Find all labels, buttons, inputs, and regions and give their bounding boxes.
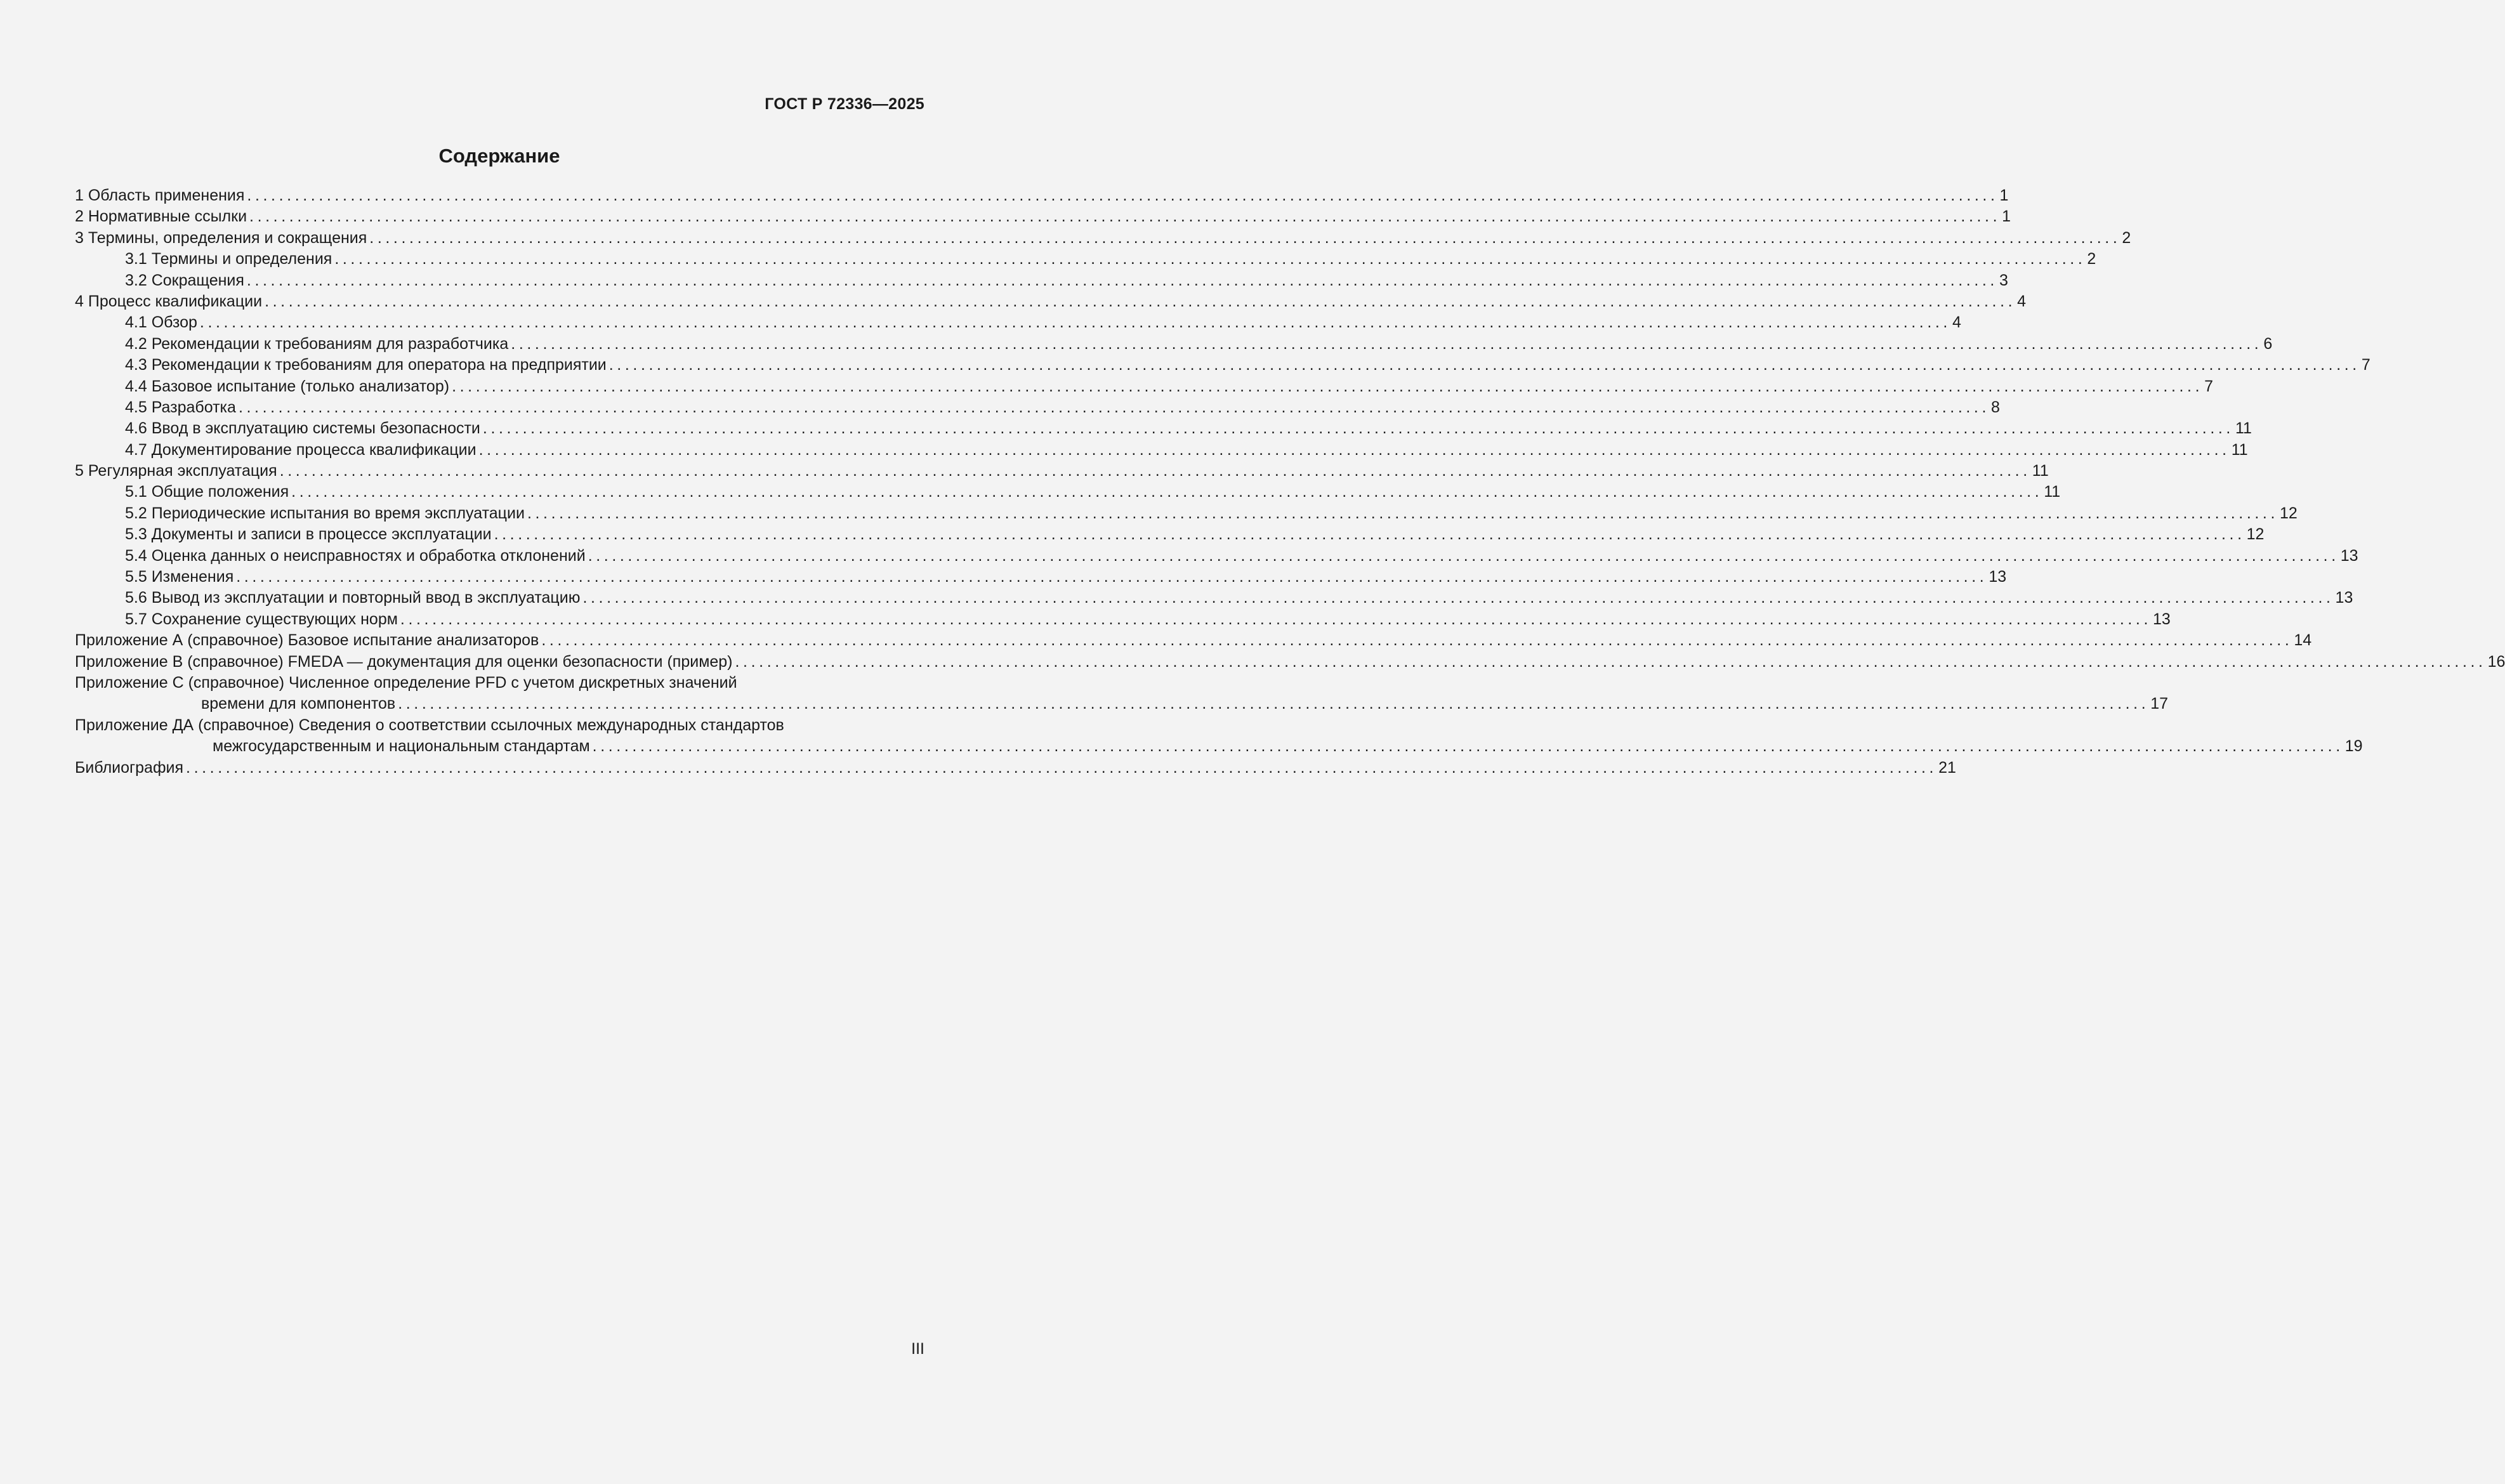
toc-page-number: 3: [1999, 271, 2008, 289]
toc-entry-text: 1 Область применения: [75, 187, 245, 204]
toc-entry-3-2[interactable]: [75, 270, 2008, 291]
toc-entry-text: 3.2 Сокращения: [125, 271, 244, 289]
toc-entry-5-3[interactable]: [75, 524, 2265, 545]
toc-entry-4[interactable]: [75, 291, 2027, 312]
dot-leader: ............................................................................................................................................................................................................................: [398, 695, 2150, 713]
toc-entry-4-4[interactable]: [75, 376, 2214, 397]
dot-leader: ............................................................................................................................................................................................................................: [511, 334, 2263, 353]
toc-entry-text: Библиография: [75, 758, 184, 777]
toc-entry-5[interactable]: [75, 461, 2049, 482]
toc-entry-3[interactable]: [75, 228, 2131, 249]
toc-page-number: 7: [2204, 377, 2214, 395]
toc-page-number: 1: [2002, 207, 2011, 226]
dot-leader: ............................................................................................................................................................................................................................: [400, 610, 2152, 628]
toc-entry-text: 4.5 Разработка: [125, 398, 236, 416]
dot-leader: ............................................................................................................................................................................................................................: [186, 758, 1938, 777]
toc-entry-appendix-da[interactable]: [75, 715, 2363, 758]
toc-page-number: 19: [2344, 737, 2363, 756]
toc-entry-text: 5.7 Сохранение существующих норм: [125, 610, 398, 628]
document-code: ГОСТ Р 72336—2025: [765, 95, 924, 113]
toc-page-number: 2: [2122, 228, 2131, 247]
page-number: III: [911, 1340, 924, 1358]
dot-leader: ............................................................................................................................................................................................................................: [199, 313, 1951, 332]
toc-page-number: 1: [1999, 187, 2009, 204]
toc-page-number: 4: [2017, 292, 2027, 310]
toc-entry-5-6[interactable]: [75, 588, 2353, 608]
toc-page-number: 11: [2235, 419, 2252, 438]
toc-entry-5-7[interactable]: [75, 609, 2171, 630]
toc-entry-text: 5.3 Документы и записи в процессе эксплуатации: [125, 525, 492, 544]
toc-entry-4-3[interactable]: [75, 355, 2370, 376]
toc-entry-text: 4.4 Базовое испытание (только анализатор): [125, 377, 450, 395]
dot-leader: ............................................................................................................................................................................................................................: [249, 207, 2001, 226]
dot-leader: ............................................................................................................................................................................................................................: [735, 652, 2487, 671]
toc-entry-text: 5.4 Оценка данных о неисправностях и обработка отклонений: [125, 546, 586, 565]
dot-leader: ............................................................................................................................................................................................................................: [527, 504, 2279, 522]
dot-leader: ............................................................................................................................................................................................................................: [582, 589, 2334, 607]
toc-page-number: 11: [2044, 483, 2061, 501]
toc-page-number: 13: [1989, 568, 2007, 586]
toc-page-number: 8: [1991, 398, 2000, 416]
toc-entry-text: Приложение ДА (справочное) Сведения о соответствии ссылочных международных стандартов: [75, 716, 784, 734]
toc-page-number: 11: [2032, 462, 2049, 480]
toc-page-number: 2: [2087, 250, 2096, 268]
dot-leader: ............................................................................................................................................................................................................................: [482, 419, 2234, 438]
toc-entry-4-2[interactable]: [75, 334, 2273, 355]
toc-entry-text: 5.5 Изменения: [125, 568, 234, 586]
toc-entry-text: 5.1 Общие положения: [125, 483, 289, 501]
toc-entry-5-5[interactable]: [75, 567, 2007, 588]
toc-entry-text: 2 Нормативные ссылки: [75, 207, 247, 226]
toc-entry-text: Приложение С (справочное) Численное определение PFD с учетом дискретных значений: [75, 673, 737, 692]
toc-entry-text-continuation: времени для компонентов: [201, 695, 396, 713]
toc-page-number: 13: [2153, 610, 2171, 628]
toc-page-number: 17: [2150, 695, 2169, 713]
toc-entry-5-4[interactable]: [75, 546, 2358, 567]
dot-leader: ............................................................................................................................................................................................................................: [608, 356, 2360, 374]
dot-leader: ............................................................................................................................................................................................................................: [494, 525, 2245, 544]
toc-page-number: 12: [2280, 504, 2298, 522]
table-of-contents: [75, 185, 2505, 778]
toc-entry-text: 5 Регулярная эксплуатация: [75, 462, 277, 480]
dot-leader: ............................................................................................................................................................................................................................: [238, 398, 1990, 416]
toc-entry-2[interactable]: [75, 206, 2011, 227]
toc-entry-3-1[interactable]: [75, 249, 2096, 270]
toc-entry-4-7[interactable]: [75, 440, 2248, 461]
toc-entry-appendix-b[interactable]: [75, 652, 2505, 673]
toc-entry-text: 4.2 Рекомендации к требованиям для разработчика: [125, 334, 509, 353]
toc-entry-5-2[interactable]: [75, 503, 2298, 524]
dot-leader: ............................................................................................................................................................................................................................: [541, 631, 2293, 650]
dot-leader: ............................................................................................................................................................................................................................: [291, 483, 2043, 501]
toc-entry-5-1[interactable]: [75, 482, 2061, 502]
toc-entry-text: 4.7 Документирование процесса квалификации: [125, 440, 477, 459]
toc-page-number: 6: [2263, 334, 2273, 353]
toc-entry-text: 4.6 Ввод в эксплуатацию системы безопасности: [125, 419, 480, 438]
toc-page-number: 4: [1952, 313, 1961, 332]
toc-page-number: 13: [2340, 546, 2358, 565]
toc-page-number: 7: [2361, 356, 2370, 374]
dot-leader: ............................................................................................................................................................................................................................: [236, 568, 1988, 586]
dot-leader: ............................................................................................................................................................................................................................: [452, 377, 2204, 395]
toc-entry-4-6[interactable]: [75, 418, 2252, 439]
dot-leader: ............................................................................................................................................................................................................................: [369, 228, 2121, 247]
toc-entry-appendix-c[interactable]: [75, 673, 2169, 715]
toc-entry-bibliography[interactable]: [75, 758, 1956, 778]
dot-leader: ............................................................................................................................................................................................................................: [334, 250, 2086, 268]
toc-entry-text: Приложение А (справочное) Базовое испытание анализаторов: [75, 631, 539, 650]
dot-leader: ............................................................................................................................................................................................................................: [247, 187, 1999, 204]
toc-page-number: 13: [2335, 589, 2353, 607]
dot-leader: ............................................................................................................................................................................................................................: [588, 546, 2339, 565]
dot-leader: ............................................................................................................................................................................................................................: [246, 271, 1998, 289]
toc-page-number: 11: [2231, 440, 2248, 459]
dot-leader: ............................................................................................................................................................................................................................: [265, 292, 2016, 310]
toc-entry-text: 3.1 Термины и определения: [125, 250, 332, 268]
toc-entry-text: 4.1 Обзор: [125, 313, 197, 332]
toc-entry-text: 5.6 Вывод из эксплуатации и повторный ввод в эксплуатацию: [125, 589, 581, 607]
toc-page-number: 12: [2246, 525, 2265, 544]
toc-entry-4-5[interactable]: [75, 397, 2000, 418]
toc-entry-text: Приложение В (справочное) FMEDA — документация для оценки безопасности (пример): [75, 652, 733, 671]
toc-entry-text: 4 Процесс квалификации: [75, 292, 263, 310]
dot-leader: ............................................................................................................................................................................................................................: [279, 462, 2031, 480]
toc-entry-text: 5.2 Периодические испытания во время эксплуатации: [125, 504, 525, 522]
toc-entry-appendix-a[interactable]: [75, 630, 2312, 651]
toc-page-number: 16: [2487, 652, 2505, 671]
dot-leader: ............................................................................................................................................................................................................................: [478, 440, 2230, 459]
dot-leader: ............................................................................................................................................................................................................................: [592, 737, 2344, 756]
toc-entry-4-1[interactable]: [75, 312, 1961, 333]
toc-page-number: 14: [2294, 631, 2312, 650]
toc-title: Содержание: [438, 145, 560, 167]
toc-entry-text: 4.3 Рекомендации к требованиям для оператора на предприятии: [125, 356, 607, 374]
toc-page-number: 21: [1938, 758, 1956, 777]
toc-entry-text: 3 Термины, определения и сокращения: [75, 228, 367, 247]
toc-entry-1[interactable]: [75, 185, 2009, 206]
toc-entry-text-continuation: межгосударственным и национальным стандартам: [213, 737, 590, 756]
